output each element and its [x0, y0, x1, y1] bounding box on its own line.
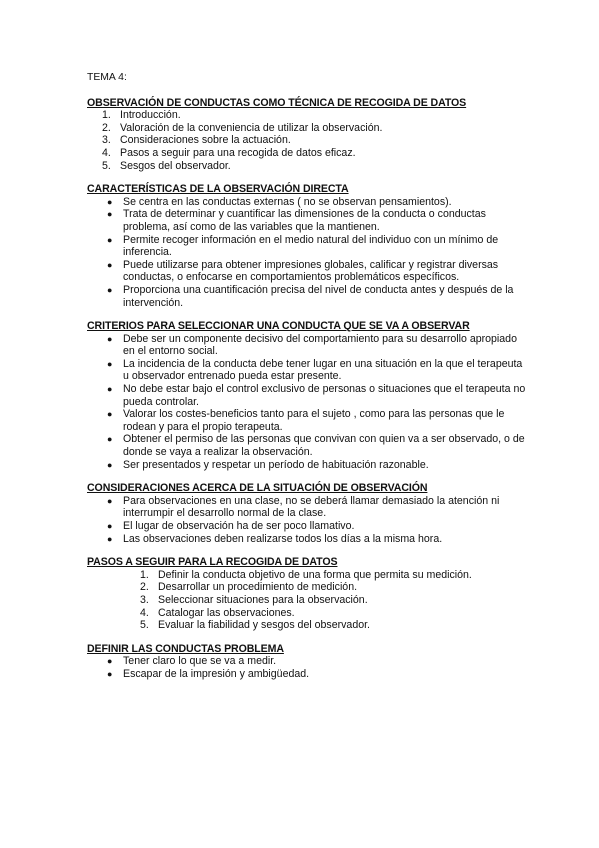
- section-definir: [87, 643, 527, 681]
- list-item: 1. Introducción.: [102, 109, 181, 122]
- list-item: ● Se centra en las conductas externas ( no se observan pensamientos).: [107, 195, 452, 208]
- section-title: CARACTERÍSTICAS DE LA OBSERVACIÓN DIRECTA: [87, 183, 349, 196]
- document-page: [87, 72, 527, 692]
- list-item: 5. Sesgos del observador.: [102, 159, 231, 172]
- list-item: ● El lugar de observación ha de ser poco llamativo.: [107, 520, 355, 532]
- bullet-list: [87, 196, 527, 309]
- tema-label: TEMA 4:: [87, 72, 127, 83]
- section-criterios: [87, 320, 527, 471]
- list-item: ● Proporciona una cuantificación precisa del nivel de conducta antes y después de la intervención.: [107, 283, 514, 309]
- list-item: 3. Consideraciones sobre la actuación.: [102, 134, 291, 147]
- numbered-list: [87, 569, 527, 632]
- list-item: ● No debe estar bajo el control exclusivo de personas o situaciones que el terapeuta no pueda controlar.: [107, 383, 526, 408]
- list-item: ● Trata de determinar y cuantificar las dimensiones de la conducta o conductas problema, así como de las variables que la mantienen.: [107, 208, 486, 233]
- list-item: ● Para observaciones en una clase, no se deberá llamar demasiado la atención ni interrumpir el desarrollo normal de la clase.: [107, 494, 500, 520]
- list-item: 3. Seleccionar situaciones para la observación.: [140, 593, 368, 606]
- list-item: 1. Definir la conducta objetivo de una forma que permita su medición.: [140, 568, 472, 581]
- list-item: ● Permite recoger información en el medio natural del individuo con un mínimo de inferencia.: [107, 233, 499, 259]
- list-item: 4. Catalogar las observaciones.: [140, 606, 295, 619]
- bullet-list: [87, 495, 527, 545]
- numbered-list: [87, 109, 527, 172]
- section-title: PASOS A SEGUIR PARA LA RECOGIDA DE DATOS: [87, 556, 338, 569]
- section-observacion: [87, 97, 527, 173]
- section-title: CRITERIOS PARA SELECCIONAR UNA CONDUCTA QUE SE VA A OBSERVAR: [87, 320, 470, 333]
- section-title: OBSERVACIÓN DE CONDUCTAS COMO TÉCNICA DE RECOGIDA DE DATOS: [87, 96, 467, 109]
- section-title: DEFINIR LAS CONDUCTAS PROBLEMA: [87, 642, 284, 655]
- list-item: ● Debe ser un componente decisivo del comportamiento para su desarrollo apropiado en el entorno social.: [107, 332, 517, 358]
- list-item: ● Puede utilizarse para obtener impresiones globales, calificar y registrar diversas conductas, o enfocarse en comportamientos problemáticos específicos.: [107, 258, 499, 284]
- section-consideraciones: [87, 482, 527, 545]
- section-caracteristicas: [87, 183, 527, 309]
- bullet-list: [87, 333, 527, 472]
- list-item: ● La incidencia de la conducta debe tener lugar en una situación en la que el terapeuta u observador entrenado pueda estar presente.: [107, 357, 523, 383]
- list-item: ● Obtener el permiso de las personas que convivan con quien va a ser observado, o de donde se vaya a realizar la observación.: [107, 433, 525, 459]
- list-item: ● Tener claro lo que se va a medir.: [107, 655, 277, 668]
- list-item: ● Ser presentados y respetar un período de habituación razonable.: [107, 458, 429, 471]
- list-item: ● Escapar de la impresión y ambigüedad.: [107, 667, 310, 680]
- list-item: ● Las observaciones deben realizarse todos los días a la misma hora.: [107, 532, 443, 545]
- list-item: ● Valorar los costes-beneficios tanto para el sujeto , como para las personas que le rodean y para el propio terapeuta.: [107, 408, 505, 433]
- section-title: CONSIDERACIONES ACERCA DE LA SITUACIÓN DE OBSERVACIÓN: [87, 482, 428, 495]
- list-item: 5. Evaluar la fiabilidad y sesgos del observador.: [140, 619, 370, 632]
- bullet-list: [87, 655, 527, 680]
- list-item: 2. Desarrollar un procedimiento de medición.: [140, 581, 358, 594]
- list-item: 2. Valoración de la conveniencia de utilizar la observación.: [102, 121, 383, 134]
- list-item: 4. Pasos a seguir para una recogida de datos eficaz.: [102, 146, 356, 159]
- section-pasos: [87, 556, 527, 632]
